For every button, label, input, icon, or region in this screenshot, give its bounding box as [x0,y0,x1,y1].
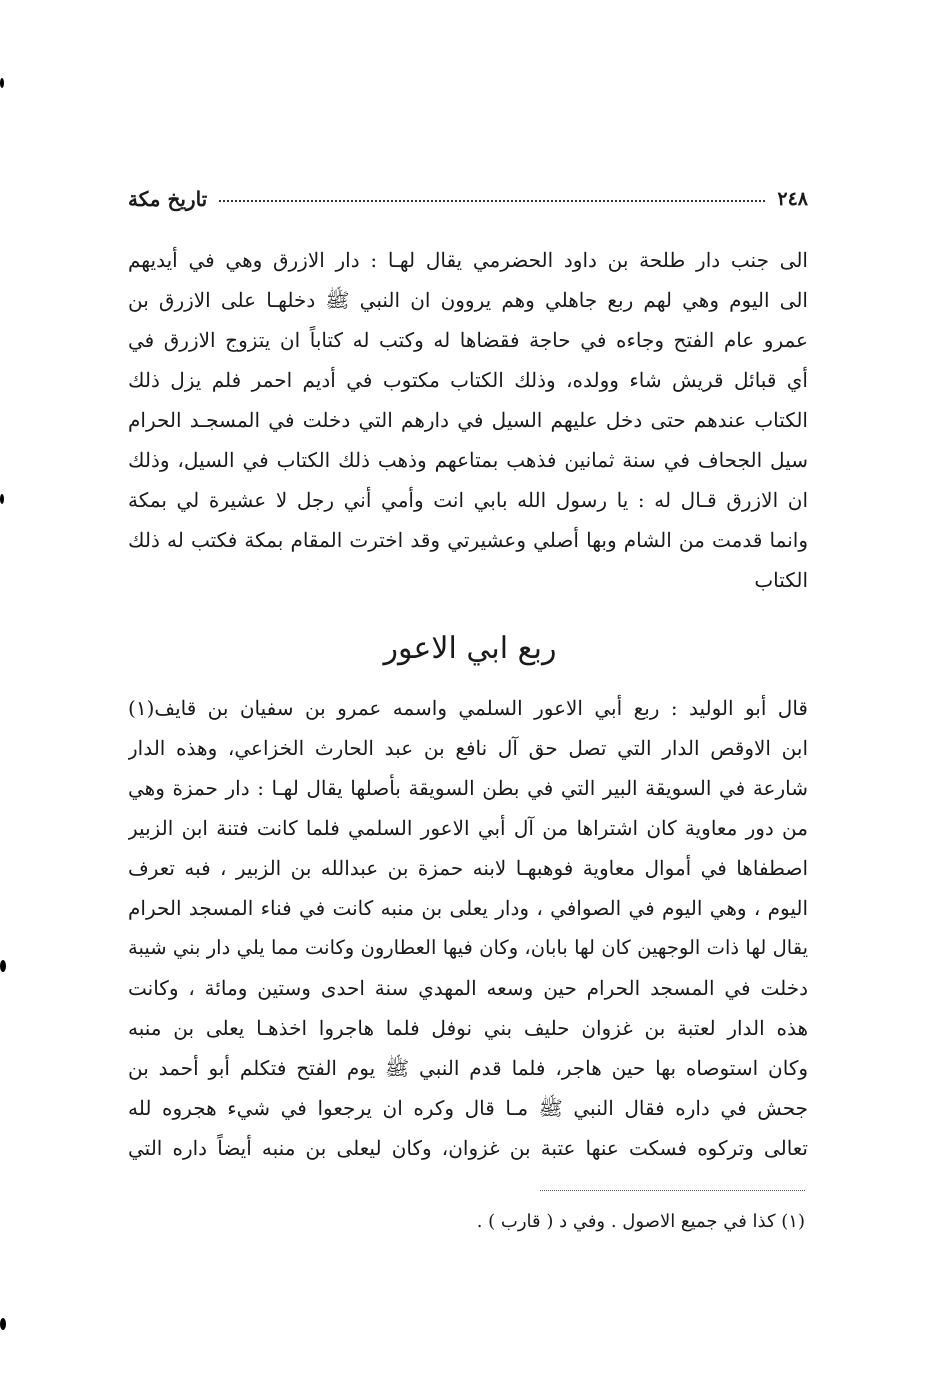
text-line: وانما قدمت من الشام وبها أصلي وعشيرتي وقد اخترت المقام بمكة فكتب له ذلك [128,528,808,552]
text-line: سيل الجحاف في سنة ثمانين فذهب بمتاعهم وذهب ذلك الكتاب في السيل، وذلك [128,448,808,472]
text-line: الى اليوم وهي لهم ربع جاهلي وهم يروون ان النبي ﷺ دخلهـا على الازرق بن [128,288,808,312]
text-line: دخلت في المسجد الحرام حين وسعه المهدي سنة احدى وستين ومائة ، وكانت [128,976,808,1000]
text-line: هذه الدار لعتبة بن غزوان حليف بني نوفل فلما هاجروا اخذهـا يعلى بن منبه [128,1016,808,1040]
text-line: أي قبائل قريش شاء وولده، وذلك الكتاب مكتوب في أديم احمر فلم يزل ذلك [128,368,808,392]
scan-edge-mark [0,960,6,972]
page-number: ٢٤٨ [777,188,808,210]
scan-edge-mark [0,78,4,88]
page-header [128,182,808,216]
scan-edge-mark [0,494,4,504]
text-line: الكتاب [754,568,808,592]
text-line: جحش في داره فقال النبي ﷺ مـا قال وكره ان يرجعوا في شيء هجروه لله [128,1096,808,1120]
footnote: (١) كذا في جميع الاصول . وفي د ( قارب ) . [476,1211,805,1232]
text-line: ابن الاوقص الدار التي تصل حق آل نافع بن عبد الحارث الخزاعي، وهذه الدار [128,736,808,760]
footnote-divider [540,1190,805,1191]
text-line: من دور معاوية كان اشتراها من آل أبي الاعور السلمي فلما كانت فتنة ابن الزبير [128,816,808,840]
text-line: الكتاب عندهم حتى دخل عليهم السيل في دارهم التي دخلت في المسجـد الحرام [128,408,808,432]
text-line: شارعة في السويقة البير التي في بطن السويقة بأصلها يقال لهـا : دار حمزة وهي [128,776,808,800]
running-title: تاريخ مكة [128,187,208,211]
header-dotted-rule [219,200,765,202]
paragraph-main [128,688,808,1168]
scan-edge-mark [0,1318,6,1330]
paragraph-continued [128,240,808,600]
section-heading: ربع ابي الاعور [383,631,557,666]
text-line: وكان استوصاه بها حين هاجر، فلما قدم النبي ﷺ يوم الفتح فتكلم أبو أحمد بن [128,1056,808,1080]
text-line: اصطفاها في أموال معاوية فوهبهـا لابنه حمزة بن عبدالله بن الزبير ، فبه تعرف [128,856,808,880]
text-line: يقال لها ذات الوجهين كان لها بابان، وكان فيها العطارون وكانت مما يلي دار بني شيبة [128,936,808,959]
text-line: عمرو عام الفتح وجاءه في حاجة فقضاها له وكتب له كتاباً ان يتزوج الازرق في [128,328,808,352]
text-line: الى جنب دار طلحة بن داود الحضرمي يقال لهـا : دار الازرق وهي في أيديهم [128,248,808,272]
text-line: تعالى وتركوه فسكت عنها عتبة بن غزوان، وكان ليعلى بن منبه أيضاً داره التي [128,1136,808,1160]
text-line: اليوم ، وهي اليوم في الصوافي ، ودار يعلى بن منبه كانت في فناء المسجد الحرام [128,896,808,920]
text-line: قال أبو الوليد : ربع أبي الاعور السلمي واسمه عمرو بن سفيان بن قايف(١) [128,696,808,720]
text-line: ان الازرق قـال له : يا رسول الله بابي انت وأمي أني رجل لا عشيرة لي بمكة [128,488,808,512]
